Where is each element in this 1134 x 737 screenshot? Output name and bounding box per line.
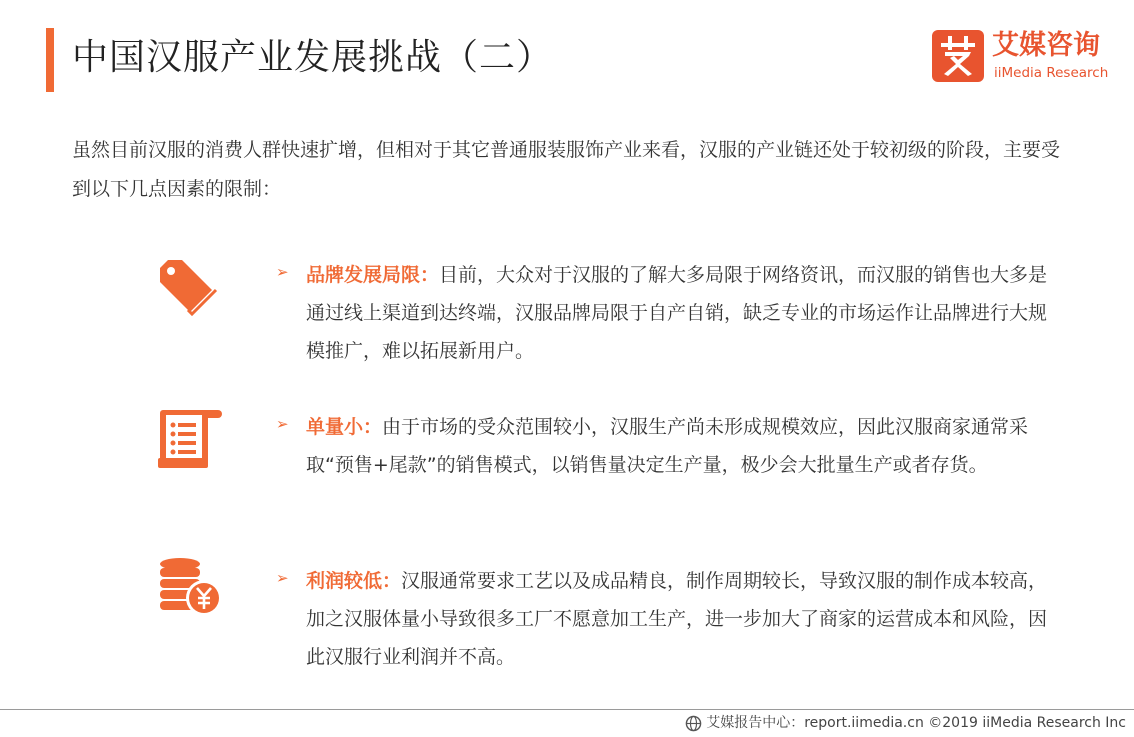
footer-text: 艾媒报告中心：report.iimedia.cn ©2019 iiMedia Research Inc	[706, 715, 1126, 731]
item-heading: 单量小：	[306, 416, 383, 438]
list-scroll-icon	[156, 408, 226, 472]
bullet-arrow-icon: ➢	[276, 415, 289, 433]
price-tag-icon	[156, 256, 226, 320]
title-accent-bar	[46, 28, 54, 92]
intro-paragraph: 虽然目前汉服的消费人群快速扩增，但相对于其它普通服装服饰产业来看，汉服的产业链还处于较初级的阶段，主要受到以下几点因素的限制：	[72, 139, 1061, 200]
logo-english-name: iiMedia Research	[994, 65, 1109, 81]
bullet-arrow-icon: ➢	[276, 569, 289, 587]
item-body: 目前，大众对于汉服的了解大多局限于网络资讯，而汉服的销售也大多是通过线上渠道到达终端，汉服品牌局限于自产自销，缺乏专业的市场运作让品牌进行大规模推广，难以拓展新用户。	[306, 264, 1048, 362]
footer	[685, 713, 1126, 733]
coin-stack-yuan-icon	[156, 556, 226, 620]
footer-divider	[0, 709, 1134, 710]
logo-mark-icon	[932, 30, 984, 82]
item-heading: 品牌发展局限：	[306, 264, 440, 286]
item-text	[306, 562, 1054, 676]
company-logo	[932, 30, 1122, 86]
logo-chinese-name: 艾媒咨询	[992, 30, 1100, 61]
page-title: 中国汉服产业发展挑战（二）	[72, 37, 554, 78]
item-text	[306, 408, 1054, 484]
globe-icon	[685, 715, 702, 732]
bullet-arrow-icon: ➢	[276, 263, 289, 281]
item-body: 汉服通常要求工艺以及成品精良，制作周期较长，导致汉服的制作成本较高，加之汉服体量小导致很多工厂不愿意加工生产，进一步加大了商家的运营成本和风险，因此汉服行业利润并不高。	[306, 570, 1048, 668]
item-text	[306, 256, 1054, 370]
item-body: 由于市场的受众范围较小，汉服生产尚未形成规模效应，因此汉服商家通常采取“预售+尾款”的销售模式，以销售量决定生产量，极少会大批量生产或者存货。	[306, 416, 1029, 476]
item-heading: 利润较低：	[306, 570, 402, 592]
